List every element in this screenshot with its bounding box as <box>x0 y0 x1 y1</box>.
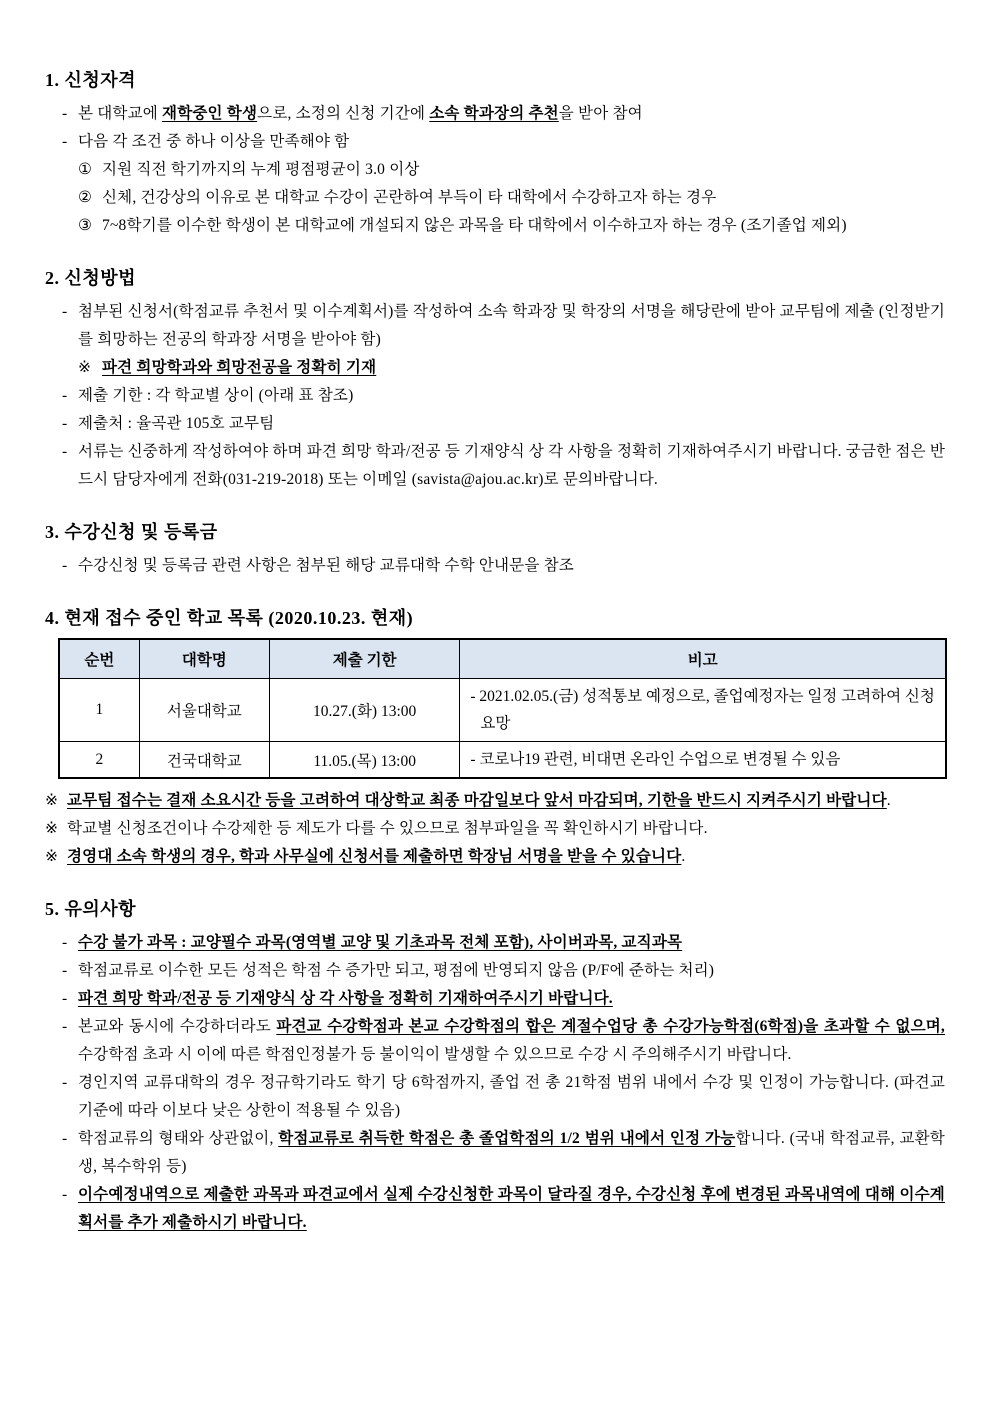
eligibility-list <box>45 100 945 240</box>
emphasized-text-run: 소속 학과장의 추천 <box>429 105 559 122</box>
text-run: . <box>681 848 686 865</box>
item-text <box>78 957 945 985</box>
cell-deadline: 11.05.(목) 13:00 <box>269 742 459 779</box>
list-item <box>62 929 945 957</box>
list-item <box>45 815 945 843</box>
bullet-marker: - <box>62 1074 68 1091</box>
text-run: 으로, 소정의 신청 기간에 <box>257 105 430 122</box>
text-run: 학교별 신청조건이나 수강제한 등 제도가 다를 수 있으므로 첨부파일을 꼭 확인하시기 바랍니다. <box>67 820 708 837</box>
cell-deadline: 10.27.(화) 13:00 <box>269 679 459 742</box>
bullet-marker: ※ <box>78 359 92 376</box>
list-item <box>62 957 945 985</box>
precautions-list <box>45 929 945 1237</box>
section-heading: 1. 신청자격 <box>45 70 137 90</box>
text-run: 학점교류의 형태와 상관없이, <box>78 1130 279 1147</box>
list-item <box>62 1013 945 1069</box>
cell-remarks: - 코로나19 관련, 비대면 온라인 수업으로 변경될 수 있음 <box>460 742 946 779</box>
text-run: 7~8학기를 이수한 학생이 본 대학교에 개설되지 않은 과목을 타 대학에서 이수하고자 하는 경우 (조기졸업 제외) <box>102 217 847 234</box>
bullet-marker: - <box>62 1130 68 1147</box>
text-run: 학점교류로 이수한 모든 성적은 학점 수 증가만 되고, 평점에 반영되지 않음 (P/F에 준하는 처리) <box>78 962 715 979</box>
table-row <box>59 742 946 779</box>
list-item <box>62 100 945 128</box>
section-application-method <box>45 266 945 494</box>
bullet-marker: ※ <box>45 792 59 809</box>
item-text <box>78 410 945 438</box>
list-item <box>45 787 945 815</box>
col-header-remarks: 비고 <box>460 639 946 679</box>
list-item <box>62 438 945 494</box>
cell-university: 건국대학교 <box>139 742 269 779</box>
section-school-list <box>45 606 945 871</box>
emphasized-text-run: 경영대 소속 학생의 경우, 학과 사무실에 신청서를 제출하면 학장님 서명을 받을 수 있습니다 <box>67 848 682 865</box>
bullet-marker: - <box>62 387 68 404</box>
bullet-marker: - <box>62 962 68 979</box>
bullet-marker: - <box>62 133 68 150</box>
item-text <box>78 100 945 128</box>
section-enrollment-tuition <box>45 520 945 580</box>
text-run: 다음 각 조건 중 하나 이상을 만족해야 함 <box>78 133 350 150</box>
item-text <box>78 1125 945 1181</box>
emphasized-text-run: 이수예정내역으로 제출한 과목과 파견교에서 실제 수강신청한 과목이 달라질 경우, 수강신청 후에 변경된 과목내역에 대해 이수계획서를 추가 제출하시기 바랍니다. <box>78 1186 945 1231</box>
col-header-university: 대학명 <box>139 639 269 679</box>
section-heading: 4. 현재 접수 중인 학교 목록 (2020.10.23. 현재) <box>45 608 414 628</box>
text-run: 수강학점 초과 시 이에 따른 학점인정불가 등 불이익이 발생할 수 있으므로 수강 시 주의해주시기 바랍니다. <box>78 1046 792 1063</box>
list-item <box>62 1181 945 1237</box>
emphasized-text-run: 교무팀 접수는 결재 소요시간 등을 고려하여 대상학교 최종 마감일보다 앞서 마감되며, 기한을 반드시 지켜주시기 바랍니다 <box>67 792 887 809</box>
emphasized-text-run: 수강 불가 과목 : 교양필수 과목(영역별 교양 및 기초과목 전체 포함), 사이버과목, 교직과목 <box>78 934 683 951</box>
item-text <box>102 354 945 382</box>
list-item <box>62 985 945 1013</box>
application-method-list <box>45 298 945 494</box>
cell-number: 1 <box>59 679 139 742</box>
bullet-marker: - <box>62 557 68 574</box>
list-item <box>62 128 945 156</box>
bullet-marker: - <box>62 934 68 951</box>
emphasized-text-run: 학점교류로 취득한 학점은 총 졸업학점의 1/2 범위 내에서 인정 가능 <box>278 1130 736 1147</box>
bullet-marker: ① <box>78 161 93 178</box>
table-footnotes <box>45 787 945 871</box>
section-heading: 3. 수강신청 및 등록금 <box>45 522 218 542</box>
table-row <box>59 679 946 742</box>
item-text <box>78 298 945 354</box>
enrollment-tuition-list <box>45 552 945 580</box>
bullet-marker: - <box>62 303 68 320</box>
col-header-deadline: 제출 기한 <box>269 639 459 679</box>
item-text <box>78 1013 945 1069</box>
universities-table <box>58 638 947 779</box>
item-text <box>78 1181 945 1237</box>
bullet-marker: - <box>62 1186 68 1203</box>
emphasized-text-run: 재학중인 학생 <box>162 105 258 122</box>
text-run: 합니다. (국내 학점교류, 교환학생, 복수학위 등) <box>78 1130 945 1175</box>
bullet-marker: - <box>62 443 68 460</box>
item-text <box>67 843 945 871</box>
text-run: 서류는 신중하게 작성하여야 하며 파견 희망 학과/전공 등 기재양식 상 각 사항을 정확히 기재하여주시기 바랍니다. 궁금한 점은 반드시 담당자에게 전화(031-219-2018) 또는 이메일 (savista@ajou.ac.kr)로 문의바랍니다. <box>78 443 945 488</box>
text-run: 수강신청 및 등록금 관련 사항은 첨부된 해당 교류대학 수학 안내문을 참조 <box>78 557 574 574</box>
item-text <box>67 815 945 843</box>
list-item <box>78 212 945 240</box>
list-item <box>62 298 945 354</box>
item-text <box>78 985 945 1013</box>
bullet-marker: - <box>62 415 68 432</box>
bullet-marker: ③ <box>78 217 93 234</box>
item-text <box>78 929 945 957</box>
cell-remarks: - 2021.02.05.(금) 성적통보 예정으로, 졸업예정자는 일정 고려하여 신청 요망 <box>460 679 946 742</box>
section-precautions <box>45 897 945 1237</box>
item-text <box>67 787 945 815</box>
list-item <box>62 1069 945 1125</box>
item-text <box>78 552 945 580</box>
item-text <box>102 212 945 240</box>
section-eligibility <box>45 68 945 240</box>
item-text <box>102 156 945 184</box>
bullet-marker: - <box>62 105 68 122</box>
text-run: . <box>886 792 891 809</box>
bullet-marker: ② <box>78 189 93 206</box>
bullet-marker: ※ <box>45 848 59 865</box>
col-header-number: 순번 <box>59 639 139 679</box>
text-run: 제출 기한 : 각 학교별 상이 (아래 표 참조) <box>78 387 354 404</box>
bullet-marker: - <box>62 1018 68 1035</box>
table-header-row <box>59 639 946 679</box>
text-run: 신체, 건강상의 이유로 본 대학교 수강이 곤란하여 부득이 타 대학에서 수강하고자 하는 경우 <box>102 189 717 206</box>
item-text <box>78 438 945 494</box>
text-run: 첨부된 신청서(학점교류 추천서 및 이수계획서)를 작성하여 소속 학과장 및 학장의 서명을 해당란에 받아 교무팀에 제출 (인정받기를 희망하는 전공의 학과장 서명을 받아야 함) <box>78 303 945 348</box>
text-run: 제출처 : 율곡관 105호 교무팀 <box>78 415 275 432</box>
text-run: 지원 직전 학기까지의 누계 평점평균이 3.0 이상 <box>102 161 420 178</box>
cell-university: 서울대학교 <box>139 679 269 742</box>
text-run: 경인지역 교류대학의 경우 정규학기라도 학기 당 6학점까지, 졸업 전 총 21학점 범위 내에서 수강 및 인정이 가능합니다. (파견교 기준에 따라 이보다 낮은 상한이 적용될 수 있음) <box>78 1074 945 1119</box>
emphasized-text-run: 파견교 수강학점과 본교 수강학점의 합은 계절수업당 총 수강가능학점(6학점)을 초과할 수 없으며, <box>276 1018 945 1035</box>
text-run: 본 대학교에 <box>78 105 163 122</box>
list-item <box>45 843 945 871</box>
bullet-marker: - <box>62 990 68 1007</box>
text-run: 본교와 동시에 수강하더라도 <box>78 1018 277 1035</box>
list-item <box>78 354 945 382</box>
list-item <box>62 1125 945 1181</box>
emphasized-text-run: 파견 희망학과와 희망전공을 정확히 기재 <box>102 359 377 376</box>
item-text <box>78 128 945 156</box>
bullet-marker: ※ <box>45 820 59 837</box>
item-text <box>78 1069 945 1125</box>
section-heading: 2. 신청방법 <box>45 268 137 288</box>
list-item <box>78 184 945 212</box>
emphasized-text-run: 파견 희망 학과/전공 등 기재양식 상 각 사항을 정확히 기재하여주시기 바랍니다. <box>78 990 613 1007</box>
item-text <box>102 184 945 212</box>
item-text <box>78 382 945 410</box>
section-heading: 5. 유의사항 <box>45 899 137 919</box>
list-item <box>62 410 945 438</box>
text-run: 을 받아 참여 <box>558 105 643 122</box>
cell-number: 2 <box>59 742 139 779</box>
list-item <box>62 382 945 410</box>
list-item <box>62 552 945 580</box>
list-item <box>78 156 945 184</box>
